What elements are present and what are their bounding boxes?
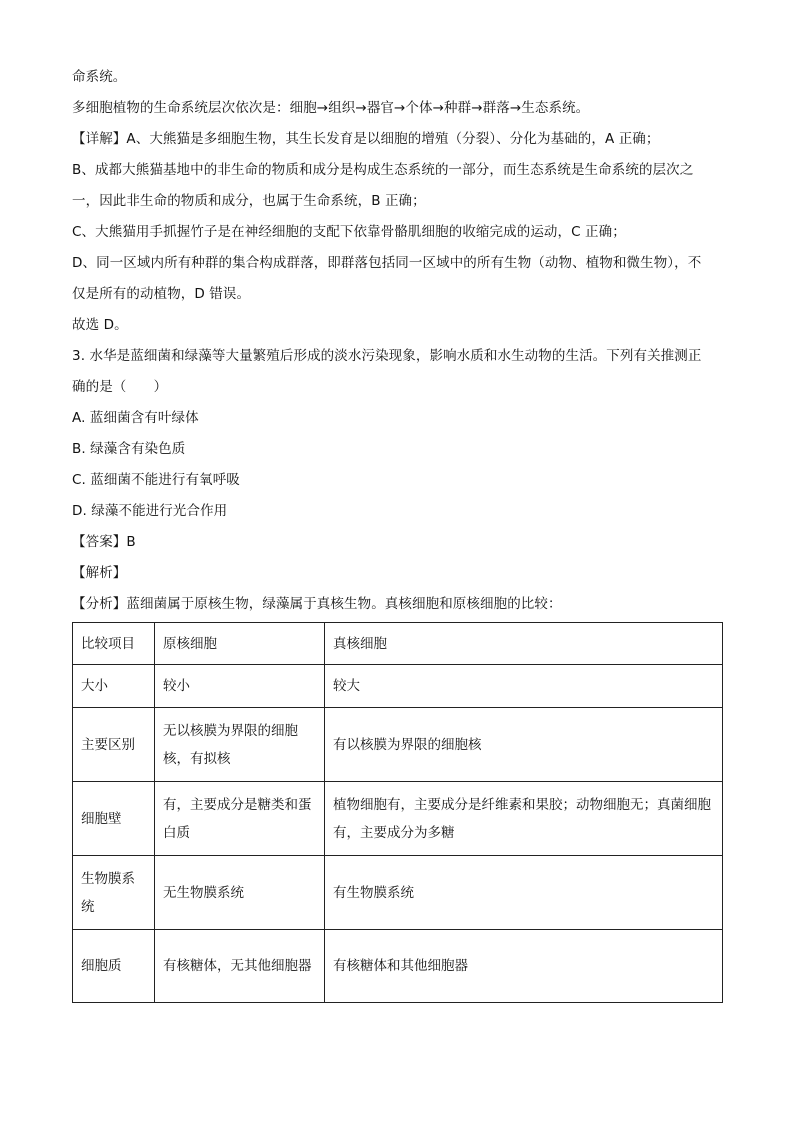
table-cell: 有核糖体，无其他细胞器 [155, 930, 325, 1003]
option-a: A. 蓝细菌含有叶绿体 [72, 410, 199, 426]
text-line: 一，因此非生命的物质和成分，也属于生命系统，B 正确； [72, 193, 426, 209]
analysis-intro: 【分析】蓝细菌属于原核生物，绿藻属于真核生物。真核细胞和原核细胞的比较： [72, 596, 562, 612]
table-cell: 细胞壁 [73, 782, 155, 856]
table-row [73, 708, 723, 782]
text-line: B、成都大熊猫基地中的非生命的物质和成分是构成生态系统的一部分，而生态系统是生命系统的层次之 [72, 162, 694, 178]
table-cell: 较小 [155, 665, 325, 708]
table-row [73, 665, 723, 708]
table-cell: 有核糖体和其他细胞器 [325, 930, 723, 1003]
table-row [73, 782, 723, 856]
table-cell: 有生物膜系统 [325, 856, 723, 930]
text-line: C、大熊猫用手抓握竹子是在神经细胞的支配下依靠骨骼肌细胞的收缩完成的运动，C 正确； [72, 224, 626, 240]
question-stem: 3. 水华是蓝细菌和绿藻等大量繁殖后形成的淡水污染现象，影响水质和水生动物的生活。下列有关推测正 [72, 348, 702, 364]
table-cell: 较大 [325, 665, 723, 708]
option-b: B. 绿藻含有染色质 [72, 441, 186, 457]
analysis-label: 【解析】 [72, 565, 127, 581]
text-line: 多细胞植物的生命系统层次依次是：细胞→组织→器官→个体→种群→群落→生态系统。 [72, 100, 590, 116]
text-line: 【详解】A、大熊猫是多细胞生物，其生长发育是以细胞的增殖（分裂）、分化为基础的，A 正确； [72, 131, 660, 147]
table-cell: 无以核膜为界限的细胞核，有拟核 [155, 708, 325, 782]
table-cell: 大小 [73, 665, 155, 708]
document-body [72, 62, 722, 620]
table-row [73, 930, 723, 1003]
question-stem: 确的是（ ） [72, 379, 168, 395]
text-line: 仅是所有的动植物，D 错误。 [72, 286, 251, 302]
table-cell: 有，主要成分是糖类和蛋白质 [155, 782, 325, 856]
table-cell: 比较项目 [73, 623, 155, 665]
table-cell: 有以核膜为界限的细胞核 [325, 708, 723, 782]
text-line: D、同一区域内所有种群的集合构成群落，即群落包括同一区域中的所有生物（动物、植物和微生物），不 [72, 255, 702, 271]
option-d: D. 绿藻不能进行光合作用 [72, 503, 228, 519]
table-row [73, 623, 723, 665]
table-cell: 植物细胞有，主要成分是纤维素和果胶；动物细胞无；真菌细胞有，主要成分为多糖 [325, 782, 723, 856]
table-cell: 细胞质 [73, 930, 155, 1003]
table-cell: 无生物膜系统 [155, 856, 325, 930]
table-cell: 主要区别 [73, 708, 155, 782]
option-c: C. 蓝细菌不能进行有氧呼吸 [72, 472, 240, 488]
table-cell: 原核细胞 [155, 623, 325, 665]
text-line: 命系统。 [72, 69, 127, 85]
table-row [73, 856, 723, 930]
answer-label: 【答案】B [72, 534, 136, 550]
text-line: 故选 D。 [72, 317, 128, 333]
table-cell: 真核细胞 [325, 623, 723, 665]
table-cell: 生物膜系统 [73, 856, 155, 930]
comparison-table [72, 622, 723, 1003]
